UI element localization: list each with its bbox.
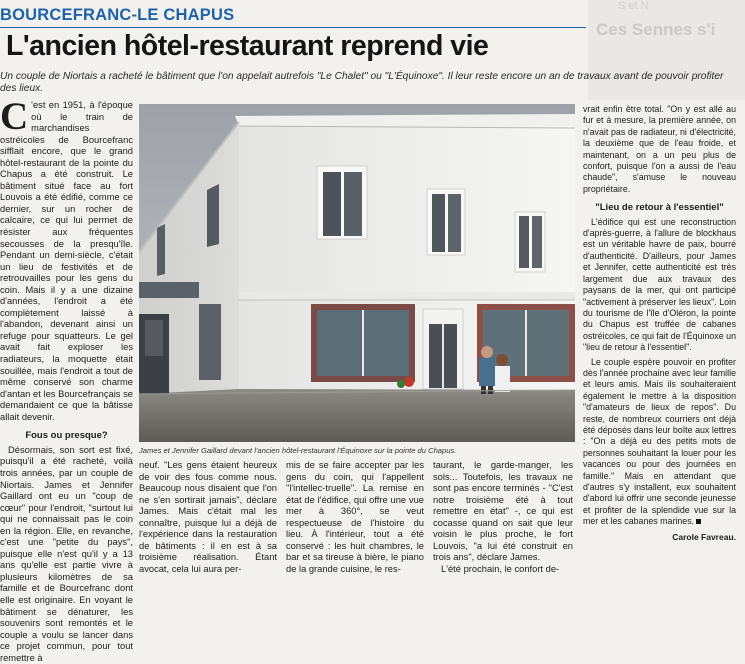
subheading-fous: Fous ou presque? xyxy=(25,430,108,442)
author-signature: Carole Favreau. xyxy=(672,531,736,542)
headline: L'ancien hôtel-restaurant reprend vie xyxy=(6,30,489,62)
col5-paragraph-3 xyxy=(583,357,736,528)
adjacent-page-text-top: S et N xyxy=(618,0,649,12)
col2-paragraph: neuf. "Les gens étaient heureux de voir des fous comme nous. Beaucoup nous disaient que l'on ne s'en sortirait jamais", déclare James. Mais c'était mal les connaître, puisque lui a déjà de l'expérience dans la restauration de bâtiments : il en est à sa troisième réalisation. Étant avocat, cela lui aura per- xyxy=(139,460,277,574)
photo-caption: James et Jennifer Gaillard devant l'ancien hôtel-restaurant l'Équinoxe sur la pointe du Chapus. xyxy=(139,446,457,455)
adjacent-page-headline: Ces Sennes s'i xyxy=(596,20,716,39)
col5-paragraph-3-text: Le couple espère pouvoir en profiter dès l'année prochaine avec leur famille et leurs amis. Mais ils souhaiteraient également le mettre à la disposition "d'amateurs de lieux de repos". Du reste, de nombreux courriers ont déjà été déposés dans leur boîte aux lettres : "On a déjà eu des petits mots de personnes souhaitant la louer pour les vacances ou pour des journées en famille." Mais en attendant que d'autres s'y installent, eux souhaitent d'abord lui offrir une seconde jeunesse et profiter de la splendide vue sur la mer et les cabanes marines. xyxy=(583,356,736,527)
col1-paragraph-2: Désormais, son sort est fixé, puisqu'il a été racheté, voilà trois années, par un couple de Niortais. James et Jennifer Gaillard ont eu un "coup de cœur" pour l'endroit, "surtout lui qui ne connaissait pas le coin en la région. Elle, en revanche, c'est une "petite du pays", puisque elle n'est qu'il y a 13 ans qu'elle est partie vivre à plusieurs kilomètres de sa famille et de Bourcefranc dont elle est originaire. En voyant le bâtiment se dénaturer, les souvenirs sont remontés et le couple a voulu se lancer dans ce projet commun, pour tout remettre à xyxy=(0,444,133,663)
end-of-article-mark xyxy=(696,519,701,524)
lead-paragraph: Un couple de Niortais a racheté le bâtiment que l'on appelait autrefois "Le Chalet" ou "L'Équinoxe". Il leur reste encore un an de travaux avant de pouvoir profiter des lieux. xyxy=(0,71,724,95)
col5-paragraph-1: vrait enfin être total. "On y est allé au fur et à mesure, la première année, on n'avait pas de radiateur, ni d'électricité, la deuxième que de l'eau froide, et maintenant, on a un peu plus de confort, puisque l'on a aussi de l'eau chaude", s'amuse le nouveau propriétaire. xyxy=(583,104,736,194)
subheading-essentiel: "Lieu de retour à l'essentiel" xyxy=(595,202,724,214)
section-rule xyxy=(0,27,586,28)
col4-paragraph-2: L'été prochain, le confort de- xyxy=(441,563,560,574)
section-label: BOURCEFRANC-LE CHAPUS xyxy=(0,6,235,24)
hotel-building-image xyxy=(139,104,575,442)
article-column-4 xyxy=(433,460,573,575)
col5-paragraph-2: L'édifice qui est une reconstruction d'après-guerre, à l'allure de blockhaus est un véritable havre de paix, bourré d'authenticité. D'ailleurs, pour James et Jennifer, cette authenticité est très largement due aux travaux des paysans de la mer, qui ont participé "activement à préserver les lieux". Loin du tourisme de l'île d'Oléron, la pointe du Chapus est truffée de cabanes ostréicoles, ce qui fait de l'Équinoxe un "lieu de retour à l'essentiel". xyxy=(583,216,736,353)
article-column-5 xyxy=(583,104,736,543)
article-photo xyxy=(139,104,575,442)
article-column-1 xyxy=(0,95,133,664)
article-column-2 xyxy=(139,460,277,575)
col1-paragraph-1: 'est en 1951, à l'époque où le train de marchandises ostréicoles de Bourcefranc sifflait encore, que le grand hôtel-restaurant de la pointe du Chapus a été construit. Le bâtiment situé face au fort Louvois a été édifié, comme ce dernier, sur un rocher de calcaire, ce qui lui permet de résister aux fréquentes secousses de la presqu'île. Pendant un demi-siècle, c'était un lieu de festivités et de retrouvailles pour les gens du coin. Mais il y a une dizaine d'années, l'endroit a été complètement laissé à l'abandon, devenant ainsi un refuge pour squatteurs. Le gel avait fait exploser les radiateurs, la moquette était souillée, mais l'endroit a tout de même conservé son charme d'antan et les Bourcefrançais se demandaient ce que la bâtisse allait devenir. xyxy=(0,100,133,422)
col3-paragraph: mis de se faire accepter par les gens du coin, qui l'appellent "l'intellec-truelle". La remise en état de l'édifice, qui offre une vue mer à 360°, se veut respectueuse de l'histoire du lieu. À l'intérieur, tout a été conservé : les huit chambres, le bar et sa tireuse à bière, le piano de la grande cuisine, le res- xyxy=(286,460,424,574)
drop-cap: C xyxy=(0,95,29,138)
article-column-3 xyxy=(286,460,424,575)
col4-paragraph-1: taurant, le garde-manger, les sols... Toutefois, les travaux ne sont pas encore terminés - "C'est notre troisième été à tout remettre en état" -, ce qui est cocasse quand on sait que leur voisin le plus proche, le fort Louvois, "a lui été construit en trois ans", déclare James. xyxy=(433,460,573,563)
